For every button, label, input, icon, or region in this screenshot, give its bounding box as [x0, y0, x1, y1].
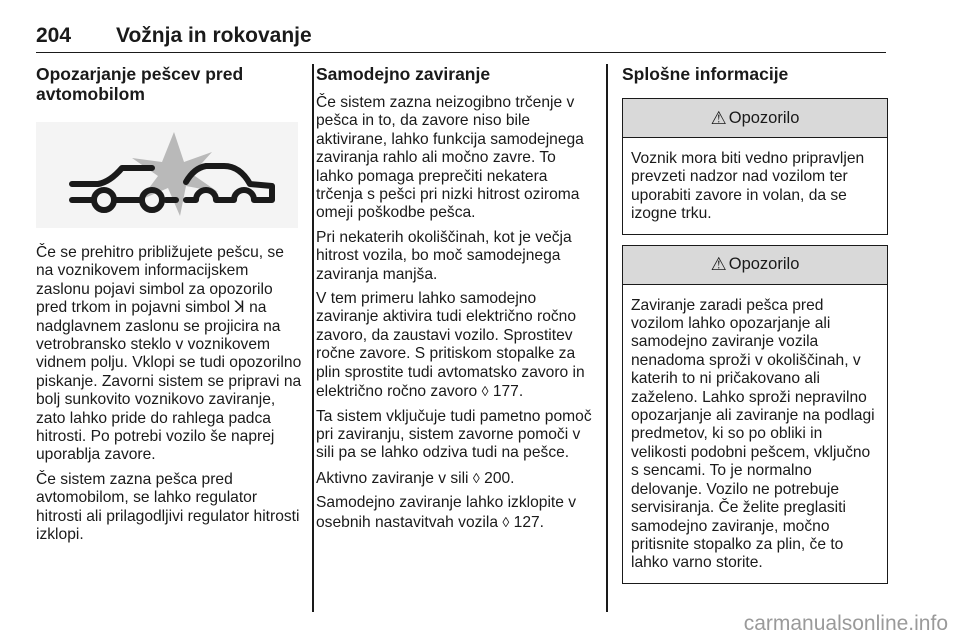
warning-box: [622, 245, 888, 584]
warning-label: Opozorilo: [728, 255, 800, 274]
column-pedestrian-warning: [36, 64, 302, 551]
watermark: carmanualsonline.info: [743, 612, 948, 635]
paragraph: Če se prehitro približujete pešcu, se na voznikovem informacijskem zaslonu pojavi simbol za opozorilo pred trkom in pojavni simbol ꓘ na nadglavnem zaslonu se projicira na vetrobransko steklo v voznikovem vidnem polju. Vklopi se tudi opozorilno piskanje. Zavorni sistem se pripravi na bolj sunkovito voznikovo zaviranje, zato lahko pride do rahlega padca hitrosti. Po potrebi vozilo še naprej uporablja zavore.: [36, 244, 302, 464]
reference-arrow-icon: ◊: [472, 469, 480, 486]
column-divider: [312, 64, 314, 612]
warning-label: Opozorilo: [728, 108, 800, 127]
page-reference[interactable]: 177.: [492, 383, 524, 401]
paragraph: Aktivno zaviranje v sili ◊ 200.: [316, 469, 515, 487]
column-automatic-braking: [316, 64, 596, 538]
paragraph: Ta sistem vključuje tudi pametno pomoč pri zaviranju, sistem zavorne pomoči v sili pa se lahko odziva tudi na pešce.: [316, 407, 592, 462]
paragraph: Če sistem zazna pešca pred avtomobilom, se lahko regulator hitrosti ali prilagodljivi regulator hitrosti izklopi.: [36, 470, 300, 544]
page-reference[interactable]: 127.: [513, 513, 545, 531]
warning-triangle-icon: ⚠: [710, 107, 727, 128]
chapter-title: Vožnja in rokovanje: [116, 24, 312, 47]
hud-symbol-icon: ꓘ: [234, 299, 245, 317]
warning-text: Voznik mora biti vedno pripravljen prevzeti nadzor nad vozilom ter uporabiti zavore in volan, da se izogne trku.: [631, 150, 865, 223]
warning-header: [623, 246, 887, 285]
warning-text: Zaviranje zaradi pešca pred vozilom lahko opozarjanje ali samodejno zaviranje vozila nenadoma sproži v okoliščinah, v katerih to ni pričakovano ali zaželeno. Lahko sproži nepravilno opozarjanje ali zaviranje na podlagi predmetov, ki so po obliki in velikosti podobni pešcem, vključno s sencami. To je normalno delovanje. Vozilo ne potrebuje servisiranja. Če želite preglasiti samodejno zaviranje, močno pritisnite stopalko za plin, če to lahko varno storite.: [631, 296, 875, 572]
page-number: 204: [36, 24, 72, 47]
pedestrian-warning-cars-icon: [36, 122, 298, 228]
column-divider: [606, 64, 608, 612]
page-header: [36, 18, 886, 53]
paragraph: Samodejno zaviranje lahko izklopite v osebnih nastavitvah vozila ◊ 127.: [316, 494, 577, 531]
paragraph: Pri nekaterih okoliščinah, kot je večja hitrost vozila, bo moč samodejnega zaviranja manjša.: [316, 228, 572, 283]
paragraph: V tem primeru lahko samodejno zaviranje aktivira tudi električno ročno zavoro, da zaustavi vozilo. Sprostitev ročne zavore. S pritiskom stopalke za plin sprostite tudi avtomatsko zavoro in električno ročno zavoro ◊ 177.: [316, 290, 585, 401]
reference-arrow-icon: ◊: [481, 383, 489, 400]
section-title: Samodejno zaviranje: [316, 64, 491, 84]
page-reference[interactable]: 200.: [484, 469, 515, 487]
paragraph: Če sistem zazna neizogibno trčenje v pešca in to, da zavore niso bile aktivirane, lahko funkcija samodejnega zaviranja rahlo ali močno zavre. To lahko pomaga preprečiti nekatera trčenja s pešci pri nizki hitrost oziroma omeji poškodbe pešca.: [316, 94, 584, 222]
warning-triangle-icon: ⚠: [710, 254, 727, 275]
reference-arrow-icon: ◊: [502, 513, 510, 530]
column-general-info: [622, 64, 888, 594]
section-title: Opozarjanje pešcev pred avtomobilom: [36, 64, 244, 104]
warning-header: [623, 99, 887, 138]
warning-box: [622, 98, 888, 235]
section-title: Splošne informacije: [622, 64, 789, 84]
